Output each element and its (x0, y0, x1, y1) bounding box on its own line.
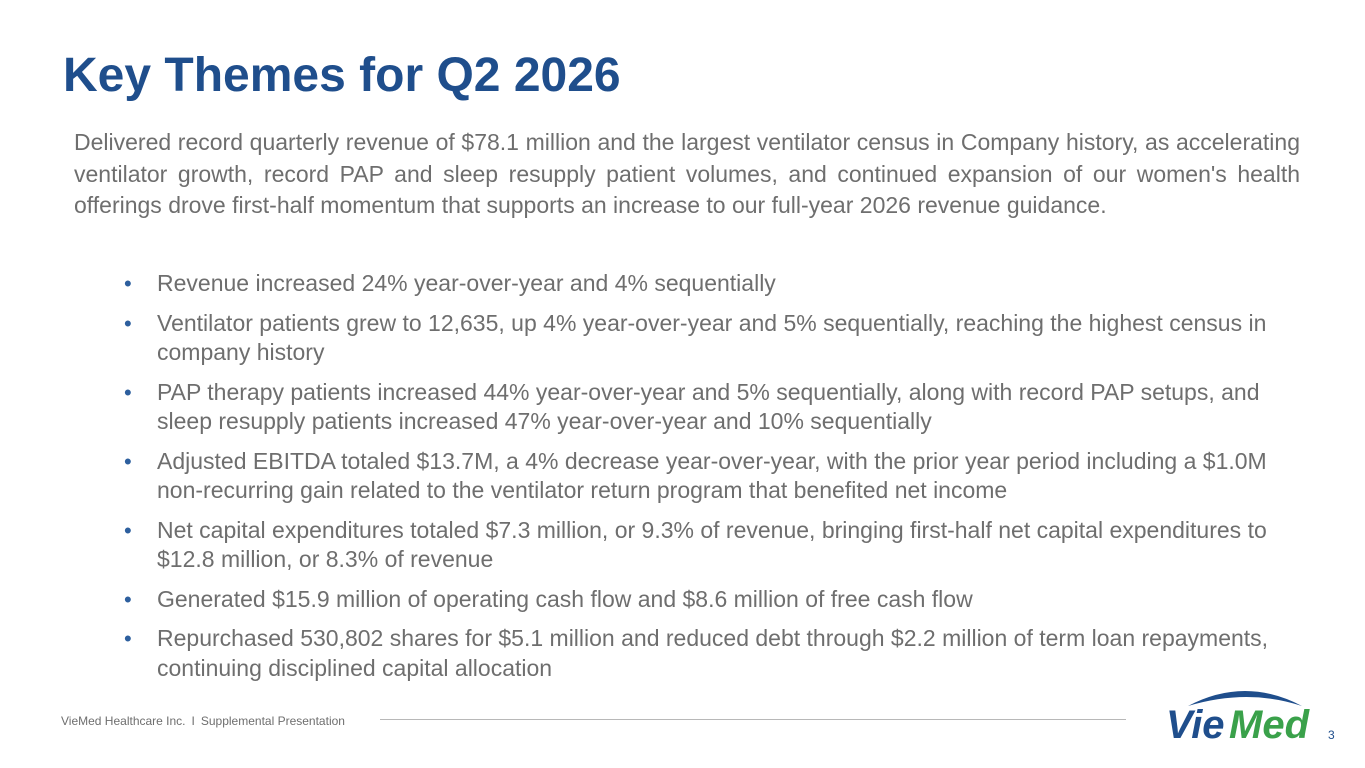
logo-med-text: Med (1229, 703, 1309, 746)
bullet-text: Net capital expenditures totaled $7.3 million, or 9.3% of revenue, bringing first-half net capital expenditures to $12.8 million, or 8.3% of revenue (157, 516, 1267, 572)
list-item (120, 516, 1295, 575)
slide-title: Key Themes for Q2 2026 (63, 49, 621, 102)
list-item (120, 585, 1295, 615)
list-item (120, 309, 1295, 368)
intro-paragraph: Delivered record quarterly revenue of $78.1 million and the largest ventilator census in Company history, as accelerating ventilator growth, record PAP and sleep resupply patient volumes, and continued expansion of our women's health offerings drove first-half momentum that supports an increase to our full-year 2026 revenue guidance. (74, 129, 1300, 218)
bullet-icon: • (124, 448, 132, 474)
bullet-icon: • (124, 379, 132, 405)
bullet-text: Adjusted EBITDA totaled $13.7M, a 4% decrease year-over-year, with the prior year period including a $1.0M non-recurring gain related to the ventilator return program that benefited net income (157, 447, 1267, 503)
list-item (120, 447, 1295, 506)
bullet-icon: • (124, 271, 132, 296)
bullet-text: PAP therapy patients increased 44% year-over-year and 5% sequentially, along with record PAP setups, and sleep resupply patients increased 47% year-over-year and 10% sequentially (157, 378, 1260, 434)
bullet-icon: • (124, 586, 132, 612)
bullet-text: Ventilator patients grew to 12,635, up 4% year-over-year and 5% sequentially, reaching the highest census in company history (157, 309, 1267, 365)
bullet-text: Generated $15.9 million of operating cash flow and $8.6 million of free cash flow (157, 585, 973, 612)
logo-vie-text: Vie (1166, 703, 1225, 746)
footer-presentation: Supplemental Presentation (200, 714, 345, 728)
bullet-text: Revenue increased 24% year-over-year and 4% sequentially (157, 270, 776, 296)
list-item (120, 378, 1295, 437)
bullet-icon: • (124, 626, 132, 651)
page-number: 3 (1328, 728, 1335, 742)
footer-divider (380, 719, 1126, 720)
key-themes-list (120, 269, 1295, 693)
list-item (120, 624, 1295, 683)
bullet-icon: • (124, 310, 132, 336)
bullet-icon: • (124, 517, 132, 543)
viemed-logo (1160, 680, 1310, 746)
footer-caption (61, 713, 345, 729)
footer-company: VieMed Healthcare Inc. (61, 714, 186, 728)
footer-separator: I (191, 714, 195, 728)
bullet-text: Repurchased 530,802 shares for $5.1 million and reduced debt through $2.2 million of term loan repayments, continuing disciplined capital allocation (157, 625, 1269, 681)
list-item (120, 269, 1295, 299)
